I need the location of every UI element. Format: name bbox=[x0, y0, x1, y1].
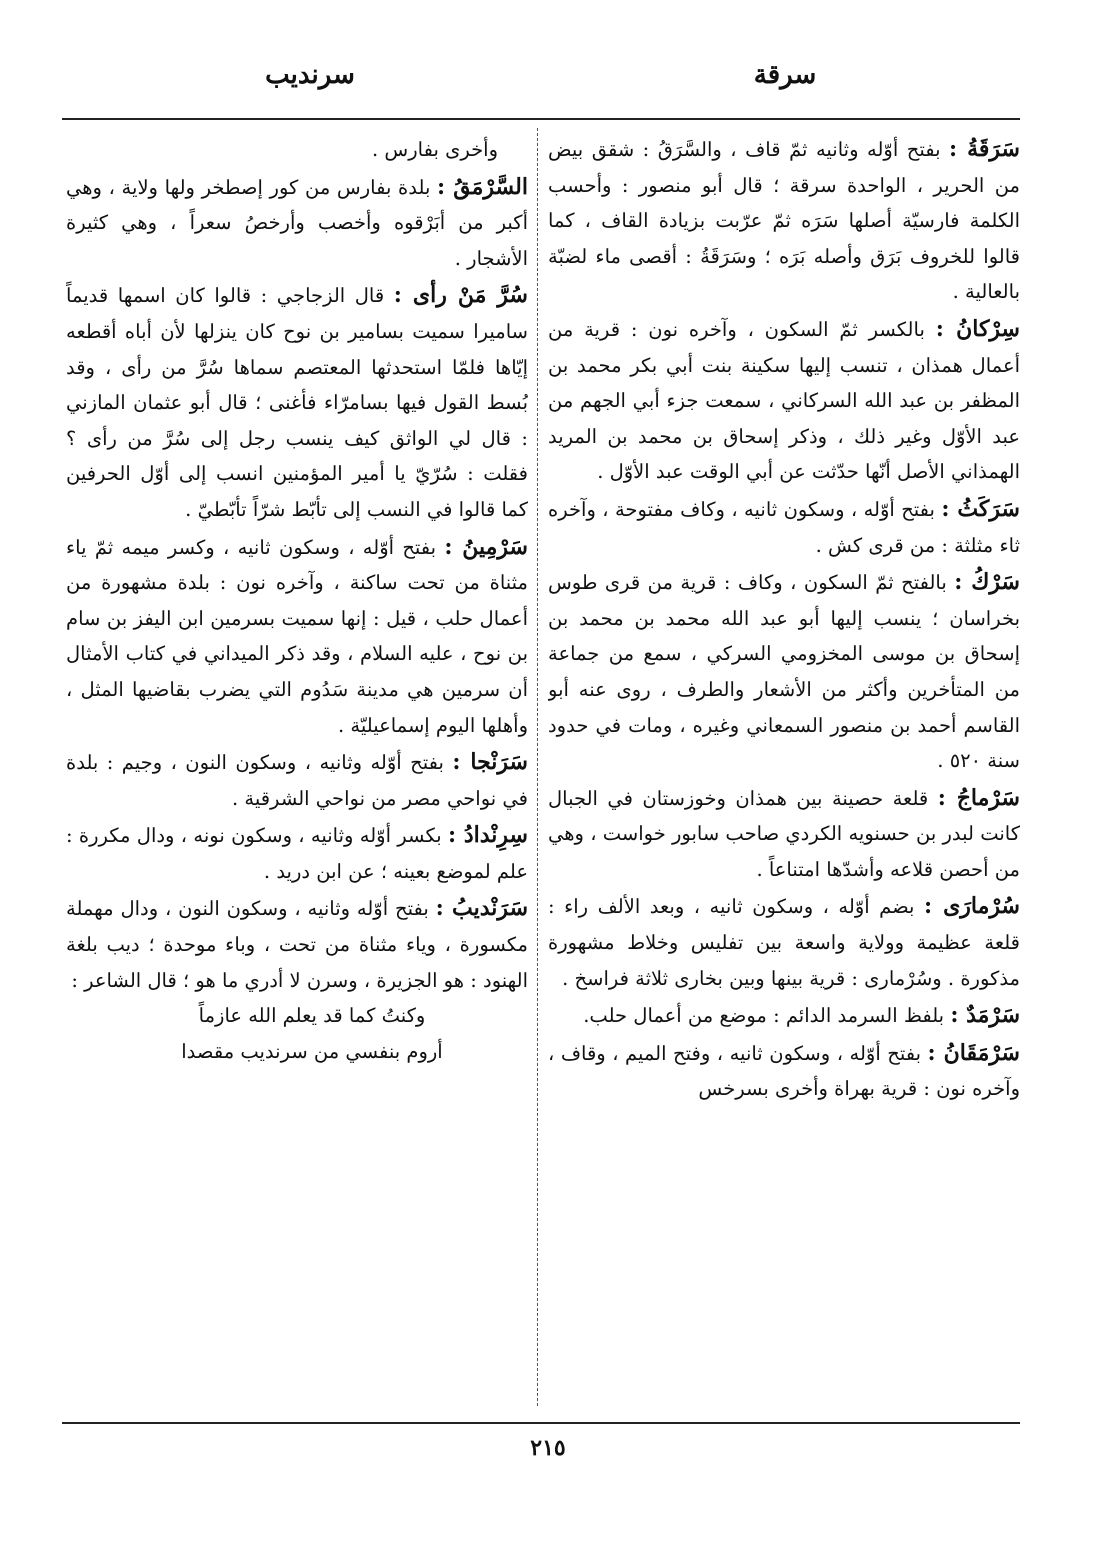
entry-headword: سَرْماجُ : bbox=[937, 784, 1020, 811]
entry-text: بفتح أوّله ، وسكون ثانيه ، وكاف مفتوحة ، وآخره ثاء مثلثة : من قرى كش . bbox=[548, 497, 1020, 557]
page-header-right-title: سرقة bbox=[753, 60, 817, 90]
entry-text: بلدة بفارس من كور إصطخر ولها ولاية ، وهي أكبر من أبَرْقوه وأخصب وأرخصُ سعراً ، وهي كثيرة الأشجار . bbox=[66, 175, 528, 270]
entry-headword: سَرْمَقَانُ : bbox=[927, 1039, 1020, 1066]
left-column bbox=[66, 132, 528, 1412]
entry-sarmad bbox=[548, 998, 1020, 1034]
entry-headword: سَرْمِينُ : bbox=[444, 533, 528, 560]
verse-line-1: وكنتُ كما قد يعلم الله عازماً bbox=[198, 1004, 426, 1028]
entry-text: بكسر أوّله وثانيه ، وسكون نونه ، ودال مكررة : علم لموضع بعينه ؛ عن ابن دريد . bbox=[66, 824, 528, 883]
entry-sirindad bbox=[66, 818, 528, 889]
entry-headword: سَرْكُ : bbox=[954, 569, 1020, 596]
column-divider bbox=[537, 128, 538, 1406]
entry-sariqa bbox=[548, 132, 1020, 310]
entry-headword: سَرْمَدٌ : bbox=[950, 1002, 1020, 1029]
entry-text: بضم أوّله ، وسكون ثانيه ، وبعد الألف راء : قلعة عظيمة وولاية واسعة بين تفليس وخلاط مشهورة مذكورة . وسُرْمارى : قرية بينها وبين بخارى ثلاثة فراسخ . bbox=[548, 895, 1020, 990]
bottom-rule bbox=[62, 1422, 1020, 1424]
entry-text: قلعة حصينة بين همذان وخوزستان في الجبال كانت لبدر بن حسنويه الكردي صاحب سابور خواست ، وهي من أحصن قلاعه وأشدّها امتناعاً . bbox=[548, 786, 1020, 881]
entry-sarmaj bbox=[548, 781, 1020, 888]
entry-headword: سَرَنْديبُ : bbox=[435, 895, 528, 922]
entry-headword: السَّرْمَقُ : bbox=[437, 173, 528, 200]
page-number: ٢١٥ bbox=[530, 1435, 566, 1461]
entry-sarmin bbox=[66, 530, 528, 744]
entry-headword: سُرْمارَى : bbox=[924, 893, 1020, 920]
entry-text: بفتح أوّله ، وسكون ثانيه ، وفتح الميم ، وقاف ، وآخره نون : قرية بهراة وأخرى بسرخس bbox=[548, 1041, 1020, 1101]
entry-headword: سِرْكانُ : bbox=[935, 315, 1020, 342]
entry-text: بالكسر ثمّ السكون ، وآخره نون : قرية من أعمال همذان ، تنسب إليها سكينة بنت أبي بكر محمد بن المظفر بن عبد الله السركاني ، سمعت جزء أبي الجهم من عبد الأوّل وغير ذلك ، وذكر إسحاق بن محمد بن المريد الهمذاني الأصل أنّها حدّثت عن أبي الوقت عبد الأوّل . bbox=[548, 317, 1020, 484]
entry-saranja bbox=[66, 745, 528, 816]
entry-text: بفتح أوّله وثانيه ، وسكون النون ، وجيم : بلدة في نواحي مصر من نواحي الشرقية . bbox=[66, 751, 528, 810]
entry-text: بفتح أوّله وثانيه ثمّ قاف ، والسَّرَقُ : شقق بيض من الحرير ، الواحدة سرقة ؛ قال أبو منصور : وأحسب الكلمة فارسيّة أصلها سَرَه ثمّ عرّبت بزيادة القاف ، كما قالوا للخروف بَرَق وأصله بَرَه ؛ وسَرَقَةُ : أقصى ماء لضبّة بالعالية . bbox=[548, 138, 1020, 304]
entry-text: بلفظ السرمد الدائم : موضع من أعمال حلب. bbox=[583, 1004, 951, 1028]
entry-sirkan bbox=[548, 312, 1020, 490]
entry-sarakath bbox=[548, 492, 1020, 563]
entry-surra-man-raa bbox=[66, 278, 528, 527]
entry-headword: سُرَّ مَنْ رأى : bbox=[393, 282, 528, 309]
verse-line-2: أروم بنفسي من سرنديب مقصدا bbox=[181, 1039, 443, 1063]
entry-text: قال الزجاجي : قالوا كان اسمها قديماً ساميرا سميت بسامير بن نوح كان ينزلها لأن أباه أقطعه إيّاها فلمّا استحدثها المعتصم سماها سُرَّ من رأى ، وقد بُسط القول فيها بسامرّاء فأغنى ؛ قال أبو عثمان المازني : قال لي الواثق كيف ينسب رجل إلى سُرَّ من رأى ؟ فقلت : سُرّيّ يا أمير المؤمنين انسب إلى أوّل الحرفين كما قالوا في النسب إلى تأبّط شرّاً تأبّطيّ . bbox=[66, 284, 528, 521]
entry-surmara bbox=[548, 889, 1020, 996]
entry-text: بفتح أوّله ، وسكون ثانيه ، وكسر ميمه ثمّ ياء مثناة من تحت ساكنة ، وآخره نون : بلدة مشهورة من أعمال حلب ، قيل : إنها سميت بسرمين ابن اليفز بن سام بن نوح ، عليه السلام ، وقد ذكر الميداني في كتاب الأمثال أن سرمين هي مدينة سَدُوم التي يضرب بقاضيها المثل ، وأهلها اليوم إسماعيليّة . bbox=[66, 535, 528, 737]
entry-continuation: وأخرى بفارس . bbox=[372, 138, 498, 161]
entry-headword: سَرَكَثُ : bbox=[941, 495, 1020, 522]
entry-text: بالفتح ثمّ السكون ، وكاف : قرية من قرى طوس بخراسان ؛ ينسب إليها أبو عبد الله محمد بن محمد بن إسحاق بن موسى المخزومي السركي ، سمع من جماعة من المتأخرين وأكثر من الأشعار والطرف ، روى عنه أبو القاسم أحمد بن منصور السمعاني وغيره ، ومات في حدود سنة ٥٢٠ . bbox=[548, 571, 1020, 773]
entry-headword: سِرِنْدادُ : bbox=[447, 822, 528, 849]
entry-headword: سَرَنْجا : bbox=[452, 749, 528, 776]
entry-text: بفتح أوّله وثانيه ، وسكون النون ، ودال مهملة مكسورة ، وياء مثناة من تحت ، وباء موحدة ؛ ديب بلغة الهنود : هو الجزيرة ، وسرن لا أدري ما هو ؛ قال الشاعر : bbox=[66, 897, 528, 992]
entry-sark bbox=[548, 565, 1020, 779]
entry-al-sarmaq bbox=[66, 170, 528, 277]
top-rule bbox=[62, 118, 1020, 120]
right-column bbox=[548, 132, 1020, 1412]
entry-sarandib bbox=[66, 891, 528, 998]
entry-sarmaqan bbox=[548, 1036, 1020, 1107]
page-header-left-title: سرنديب bbox=[265, 60, 355, 90]
entry-headword: سَرَقَةُ : bbox=[949, 136, 1020, 162]
